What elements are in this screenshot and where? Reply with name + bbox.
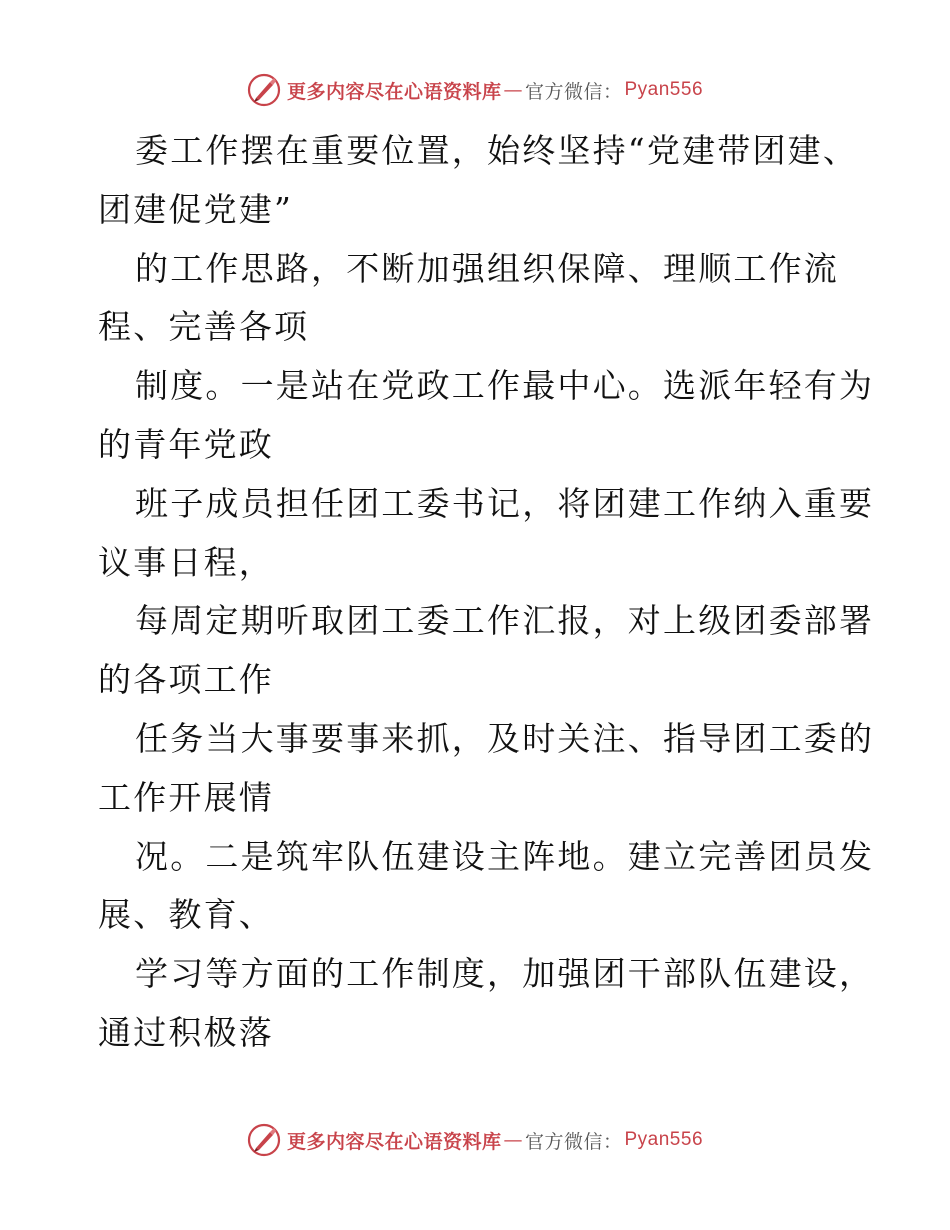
banner-separator: — — [503, 79, 523, 101]
banner-separator: — — [503, 1129, 523, 1151]
banner-wechat-label: 官方微信： — [524, 1130, 623, 1153]
banner-main-text: 更多内容尽在心语资料库 — [286, 1130, 502, 1153]
text-line: 制度。一是站在党政工作最中心。选派年轻有为 — [135, 366, 875, 406]
banner-wechat-id: Pyan556 — [624, 79, 704, 100]
text-line: 班子成员担任团工委书记，将团建工作纳入重要 — [135, 483, 875, 523]
text-line: 学习等方面的工作制度，加强团干部队伍建设， — [135, 954, 875, 994]
banner-wechat-id: Pyan556 — [624, 1129, 704, 1150]
banner-text — [287, 77, 703, 104]
quill-pen-circle-icon — [247, 73, 281, 107]
text-line: 通过积极落 — [98, 1012, 274, 1052]
text-line: 的各项工作 — [98, 660, 274, 700]
text-line: 议事日程， — [98, 542, 274, 582]
quill-pen-circle-icon — [247, 1123, 281, 1157]
text-line: 况。二是筑牢队伍建设主阵地。建立完善团员发 — [135, 836, 875, 876]
text-line: 每周定期听取团工委工作汇报，对上级团委部署 — [135, 601, 875, 641]
footer-banner — [0, 1120, 950, 1160]
document-body — [98, 122, 875, 1063]
banner-text — [287, 1127, 703, 1154]
text-line: 团建促党建” — [98, 189, 294, 229]
text-line: 的工作思路，不断加强组织保障、理顺工作流 — [135, 248, 839, 288]
text-line: 工作开展情 — [98, 777, 274, 817]
text-line: 委工作摆在重要位置，始终坚持“党建带团建、 — [135, 131, 859, 170]
text-line: 程、完善各项 — [98, 307, 310, 347]
text-line: 任务当大事要事来抓，及时关注、指导团工委的 — [135, 718, 875, 758]
banner-main-text: 更多内容尽在心语资料库 — [286, 80, 502, 103]
header-banner — [0, 70, 950, 110]
text-line: 展、教育、 — [98, 895, 274, 935]
text-line: 的青年党政 — [98, 424, 274, 464]
banner-wechat-label: 官方微信： — [524, 80, 623, 103]
